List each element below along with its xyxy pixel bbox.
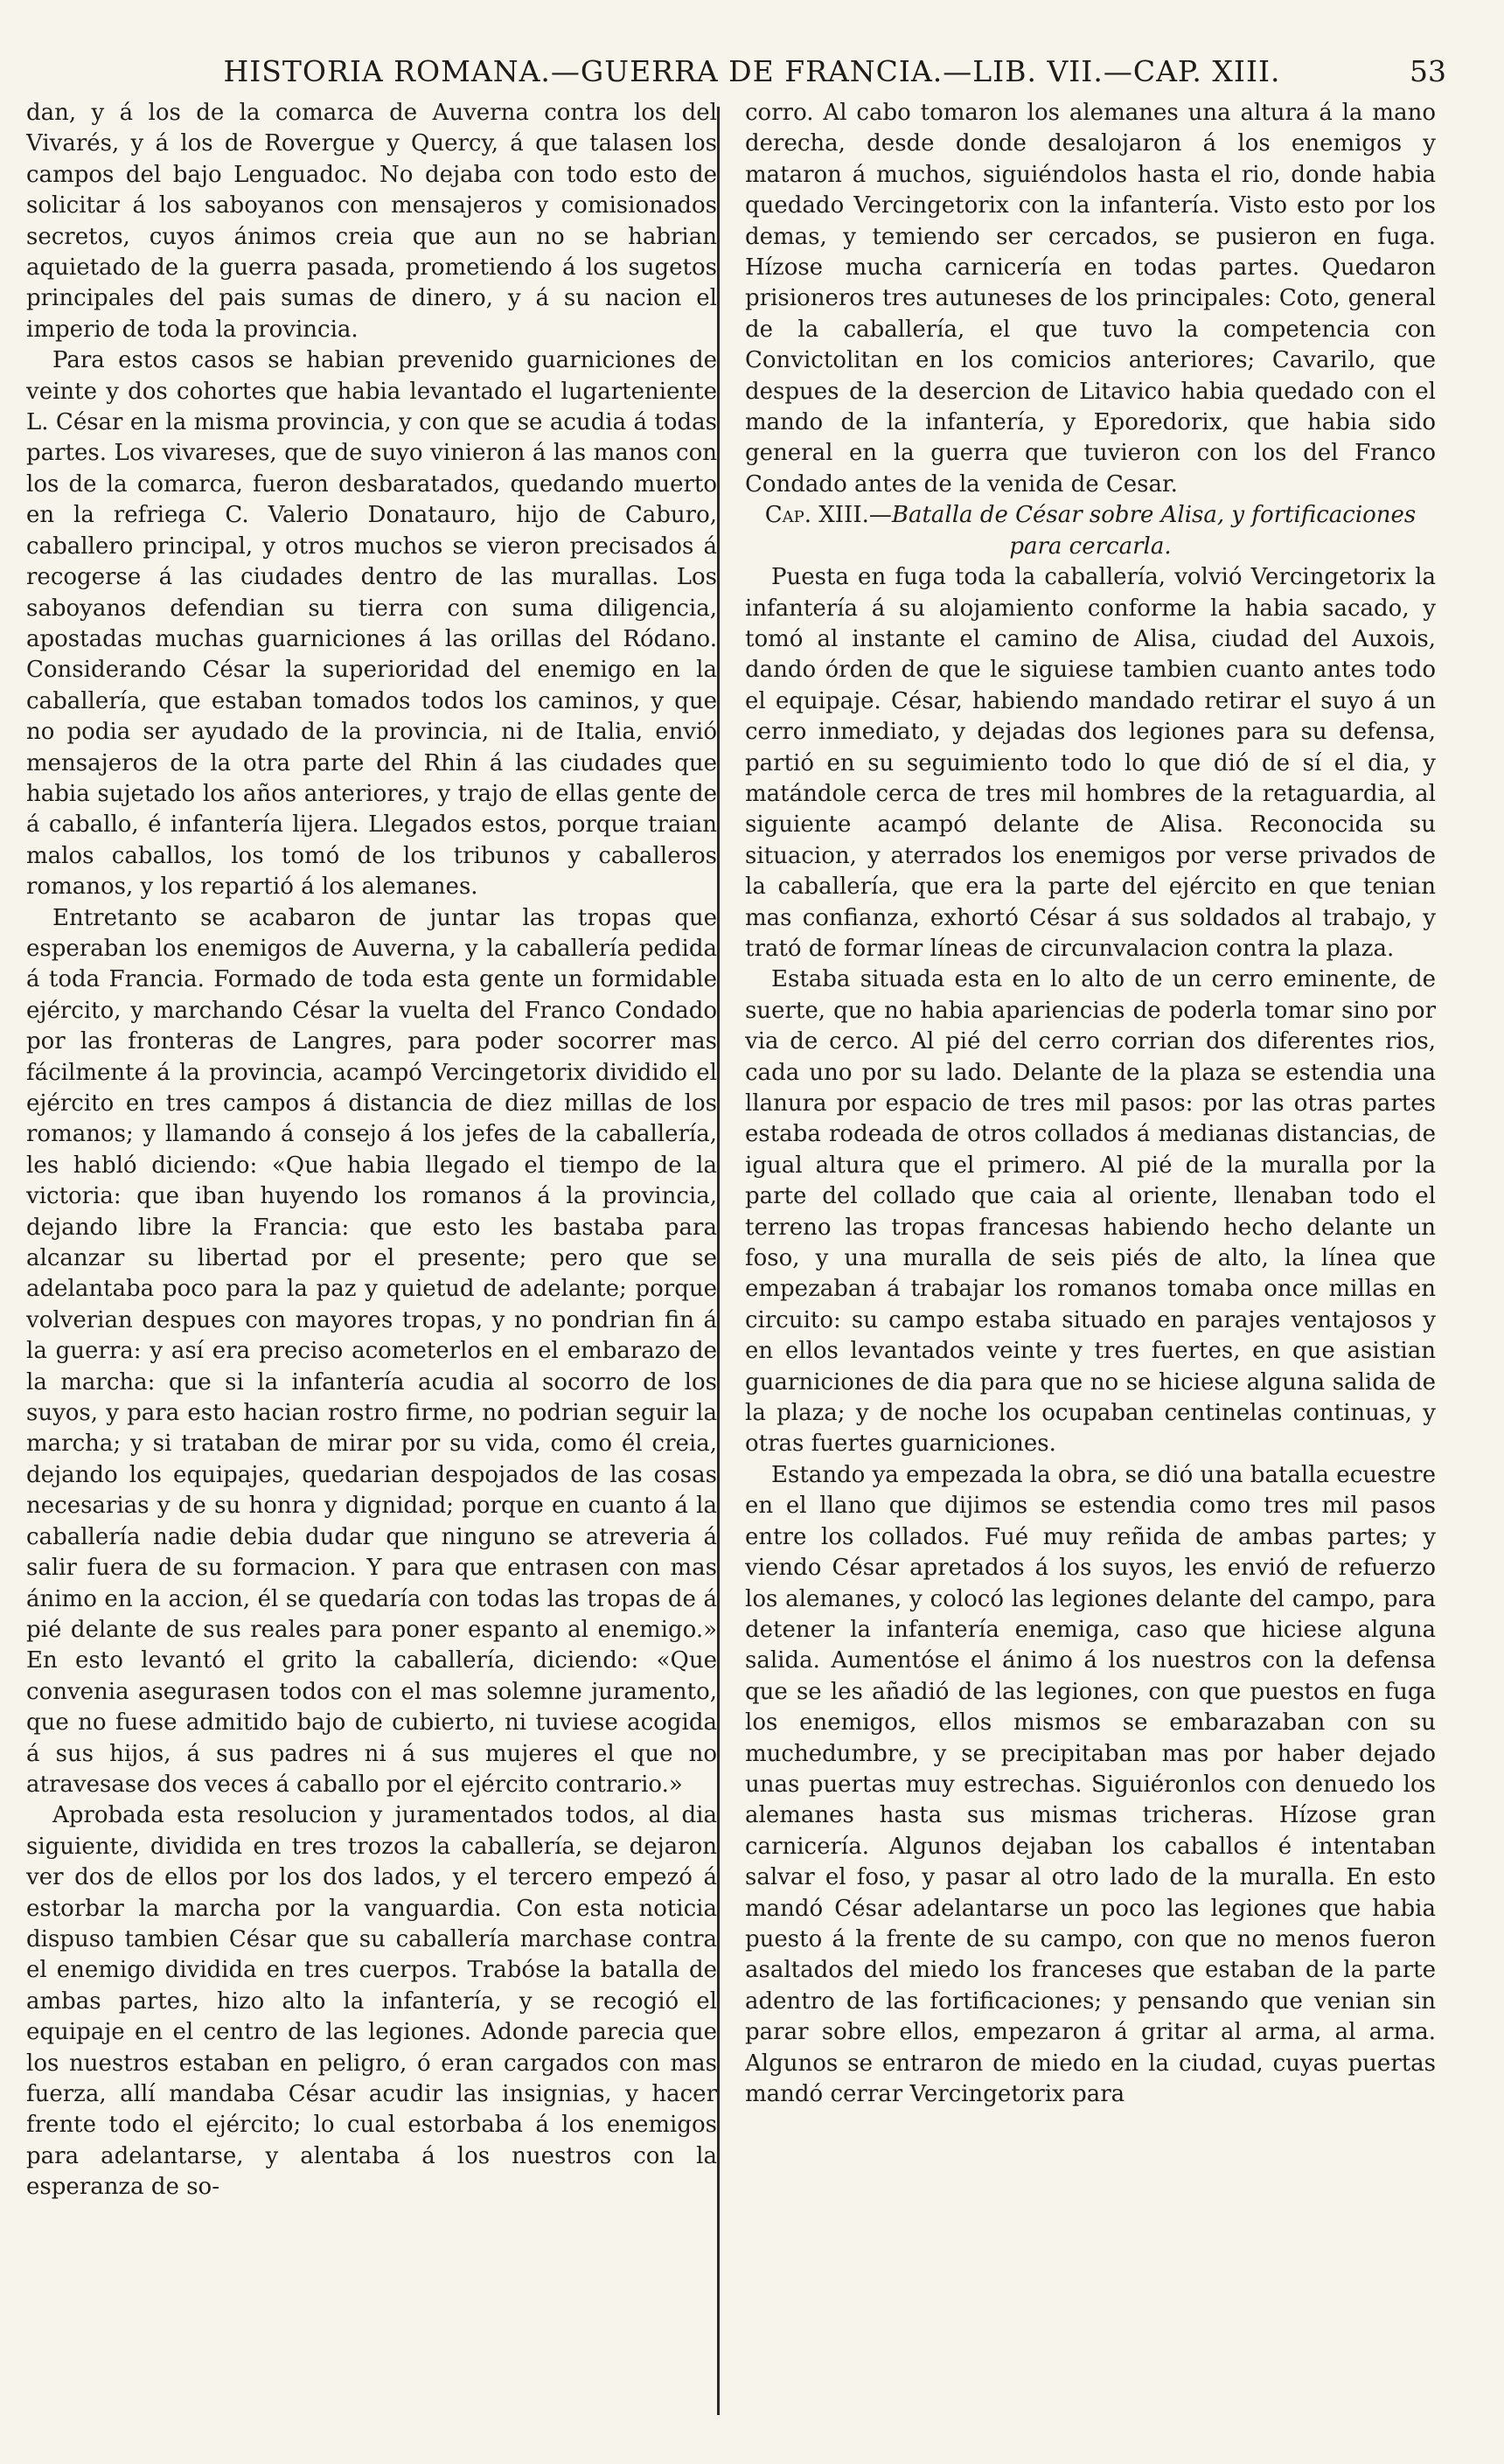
left-column: [26, 98, 717, 2438]
right-column: [745, 98, 1436, 2438]
column-divider: [717, 107, 720, 2415]
paragraph: Puesta en fuga toda la caballería, volvió Vercingetorix la infantería á su alojamiento conforme la habia sacado, y tomó al instante el camino de Alisa, ciudad del Auxois, dando órden de que le siguiese tambien cuanto antes todo el equipaje. César, habiendo mandado retirar el suyo á un cerro inmediato, y dejadas dos legiones para su defensa, partió en su seguimiento todo lo que dió de sí el dia, y matándole cerca de tres mil hombres de la retaguardia, al siguiente acampó delante de Alisa. Reconocida su situacion, y aterrados los enemigos por verse privados de la caballería, que era la parte del ejército en que tenian mas confianza, exhortó César á sus soldados al trabajo, y trató de formar líneas de circunvalacion contra la plaza.: [745, 564, 1436, 962]
running-header: [35, 51, 1469, 93]
chapter-heading: [745, 500, 1436, 562]
chapter-caption: —Batalla de César sobre Alisa, y fortificaciones para cercarla.: [868, 502, 1417, 560]
running-title: HISTORIA ROMANA.—GUERRA DE FRANCIA.—LIB. VII.—CAP. XIII.: [223, 54, 1281, 88]
paragraph: Estando ya empezada la obra, se dió una batalla ecuestre en el llano que dijimos se estendia como tres mil pasos entre los collados. Fué muy reñida de ambas partes; y viendo César apretados á los suyos, les envió de refuerzo los alemanes, y colocó las legiones delante del campo, para detener la infantería enemiga, caso que hiciese alguna salida. Aumentóse el ánimo á los nuestros con la defensa que se les añadió de las legiones, con que puestos en fuga los enemigos, ellos mismos se embarazaban con su muchedumbre, y se precipitaban mas por haber dejado unas puertas muy estrechas. Siguiéronlos con denuedo los alemanes hasta sus mismas tricheras. Hízose gran carnicería. Algunos dejaban los caballos é intentaban salvar el foso, y pasar al otro lado de la muralla. En esto mandó César adelantarse un poco las legiones que habia puesto á la frente de su campo, con que no menos fueron asaltados del miedo los franceses que estaban de la parte adentro de las fortificaciones; y pensando que venian sin parar sobre ellos, empezaron á gritar al arma, al arma. Algunos se entraron de miedo en la ciudad, cuyas puertas mandó cerrar Vercingetorix para: [745, 1461, 1436, 2107]
paragraph: corro. Al cabo tomaron los alemanes una altura á la mano derecha, desde donde desalojaron á los enemigos y mataron á muchos, siguiéndolos hasta el rio, donde habia quedado Vercingetorix con la infantería. Visto esto por los demas, y temiendo ser cercados, se pusieron en fuga. Hízose mucha carnicería en todas partes. Quedaron prisioneros tres autuneses de los principales: Coto, general de la caballería, el que tuvo la competencia con Convictolitan en los comicios anteriores; Cavarilo, que despues de la desercion de Litavico habia quedado con el mando de la infantería, y Eporedorix, que habia sido general en la guerra que tuvieron con los del Franco Condado antes de la venida de Cesar.: [745, 100, 1436, 498]
paragraph: Entretanto se acabaron de juntar las tropas que esperaban los enemigos de Auverna, y la caballería pedida á toda Francia. Formado de toda esta gente un formidable ejército, y marchando César la vuelta del Franco Condado por las fronteras de Langres, para poder socorrer mas fácilmente á la provincia, acampó Vercingetorix dividido el ejército en tres campos á distancia de diez millas de los romanos; y llamando á consejo á los jefes de la caballería, les habló diciendo: «Que habia llegado el tiempo de la victoria: que iban huyendo los romanos á la provincia, dejando libre la Francia: que esto les bastaba para alcanzar su libertad por el presente; pero que se adelantaba poco para la paz y quietud de adelante; porque volverian despues con mayores tropas, y no pondrian fin á la guerra: y así era preciso acometerlos en el embarazo de la marcha: que si la infantería acudia al socorro de los suyos, y para esto hacian rostro firme, no podrian seguir la marcha; y si trataban de mirar por su vida, como él creia, dejando los equipajes, quedarian despojados de las cosas necesarias y de su honra y dignidad; porque en cuanto á la caballería nadie debia dudar que ninguno se atreveria á salir fuera de su formacion. Y para que entrasen con mas ánimo en la accion, él se quedaría con todas las tropas de á pié delante de sus reales para poner espanto al enemigo.» En esto levantó el grito la caballería, diciendo: «Que convenia asegurasen todos con el mas solemne juramento, que no fuese admitido bajo de cubierto, ni tuviese acogida á sus hijos, á sus padres ni á sus mujeres el que no atravesase dos veces á caballo por el ejército contrario.»: [26, 904, 717, 1798]
chapter-label: Cap. XIII.: [764, 502, 869, 529]
paragraph: Para estos casos se habian prevenido guarniciones de veinte y dos cohortes que habia levantado el lugarteniente L. César en la misma provincia, y con que se acudia á todas partes. Los vivareses, que de suyo vinieron á las manos con los de la comarca, fueron desbaratados, quedando muerto en la refriega C. Valerio Donatauro, hijo de Caburo, caballero principal, y otros muchos se vieron precisados á recogerse á las ciudades dentro de las murallas. Los saboyanos defendian su tierra con suma diligencia, apostadas muchas guarniciones á las orillas del Ródano. Considerando César la superioridad del enemigo en la caballería, que estaban tomados todos los caminos, y que no podia ser ayudado de la provincia, ni de Italia, envió mensajeros de la otra parte del Rhin á las ciudades que habia sujetado los años anteriores, y trajo de ellas gente de á caballo, é infantería lijera. Llegados estos, porque traian malos caballos, los tomó de los tribunos y caballeros romanos, y los repartió á los alemanes.: [26, 347, 717, 901]
paragraph: Estaba situada esta en lo alto de un cerro eminente, de suerte, que no habia apariencias de poderla tomar sino por via de cerco. Al pié del cerro corrian dos diferentes rios, cada uno por su lado. Delante de la plaza se estendia una llanura por espacio de tres mil pasos: por las otras partes estaba rodeada de otros collados á medianas distancias, de igual altura que el primero. Al pié de la muralla por la parte del collado que caia al oriente, llenaban todo el terreno las tropas francesas habiendo hecho delante un foso, y una muralla de seis piés de alto, la línea que empezaban á trabajar los romanos tomaba once millas en circuito: su campo estaba situado en parajes ventajosos y en ellos levantados veinte y tres fuertes, en que asistian guarniciones de dia para que no se hiciese alguna salida de la plaza; y de noche los ocupaban centinelas continuas, y otras fuertes guarniciones.: [745, 966, 1436, 1458]
paragraph: dan, y á los de la comarca de Auverna contra los del Vivarés, y á los de Rovergue y Quercy, á que talasen los campos del bajo Lenguadoc. No dejaba con todo esto de solicitar á los saboyanos con mensajeros y comisionados secretos, cuyos ánimos creia que aun no se habrian aquietado de la guerra pasada, prometiendo á los sugetos principales del pais sumas de dinero, y á su nacion el imperio de toda la provincia.: [26, 100, 717, 343]
page-number: 53: [1410, 54, 1446, 88]
paragraph: Aprobada esta resolucion y juramentados todos, al dia siguiente, dividida en tres trozos la caballería, se dejaron ver dos de ellos por los dos lados, y el tercero empezó á estorbar la marcha por la vanguardia. Con esta noticia dispuso tambien César que su caballería marchase contra el enemigo dividida en tres cuerpos. Trabóse la batalla de ambas partes, hizo alto la infantería, y se recogió el equipaje en el centro de las legiones. Adonde parecia que los nuestros estaban en peligro, ó eran cargados con mas fuerza, allí mandaba César acudir las insignias, y hacer frente todo el ejército; lo cual estorbaba á los enemigos para adelantarse, y alentaba á los nuestros con la esperanza de so-: [26, 1802, 717, 2201]
